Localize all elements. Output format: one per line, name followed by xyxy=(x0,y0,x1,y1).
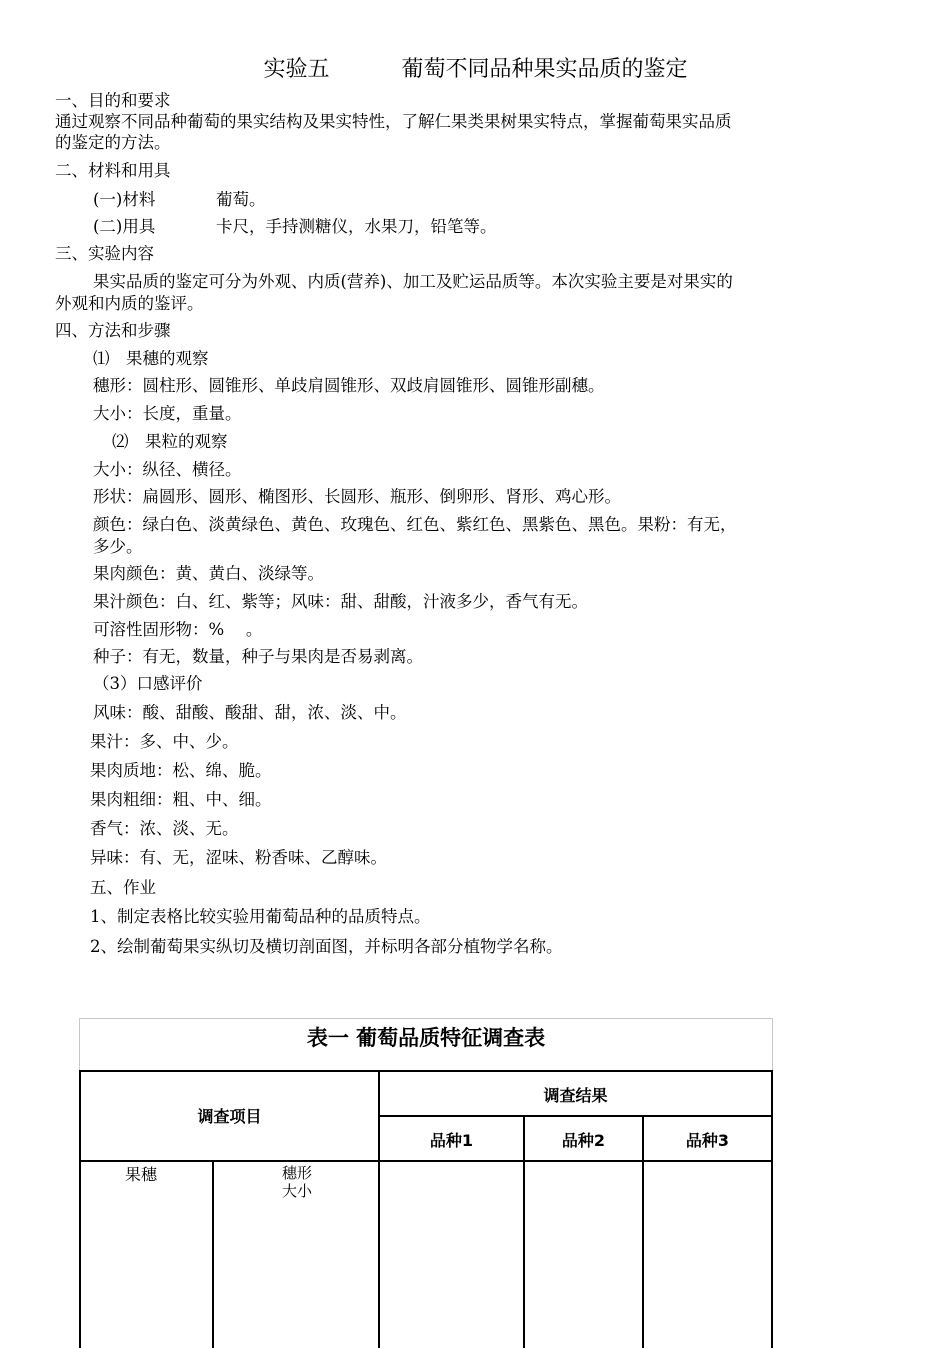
table-rule xyxy=(79,1160,773,1162)
berry-size-line: 大小：纵径、横径。 xyxy=(93,460,242,479)
section1-paragraph-line1: 通过观察不同品种葡萄的果实结构及果实特性，了解仁果类果树果实特点，掌握葡萄果实品质 xyxy=(55,112,732,131)
table-rule xyxy=(79,1070,773,1072)
table-rule xyxy=(379,1115,773,1117)
berry-shape-line: 形状：扁圆形、圆形、椭图形、长圆形、瓶形、倒卵形、肾形、鸡心形。 xyxy=(93,487,621,506)
title-text: 葡萄不同品种果实品质的鉴定 xyxy=(401,57,688,82)
section3-heading: 三、实验内容 xyxy=(55,244,154,263)
row-item-size: 大小 xyxy=(282,1182,313,1200)
sub-heading-berry: ⑵ 果粒的观察 xyxy=(112,432,228,451)
color-line1: 颜色：绿白色、淡黄绿色、黄色、玫瑰色、红色、紫红色、黑紫色、黑色。果粉：有无， xyxy=(93,515,737,534)
header-variety1: 品种1 xyxy=(429,1131,474,1150)
cluster-shape-line: 穗形：圆柱形、圆锥形、单歧肩圆锥形、双歧肩圆锥形、圆锥形副穗。 xyxy=(93,376,605,395)
flavor-line: 风味：酸、甜酸、酸甜、甜，浓、淡、中。 xyxy=(93,703,407,722)
juice-line: 果汁：多、中、少。 xyxy=(90,732,239,751)
page-title xyxy=(0,56,951,84)
table-rule xyxy=(771,1070,773,1348)
header-survey-results: 调查结果 xyxy=(543,1086,608,1105)
section3-paragraph-line1: 果实品质的鉴定可分为外观、内质(营养)、加工及贮运品质等。本次实验主要是对果实的 xyxy=(93,272,733,291)
row-category-cluster: 果穗 xyxy=(125,1165,158,1184)
texture-line: 果肉质地：松、绵、脆。 xyxy=(90,761,272,780)
title-prefix: 实验五 xyxy=(263,57,330,82)
materials-text: 葡萄。 xyxy=(216,190,266,209)
section1-paragraph-line2: 的鉴定的方法。 xyxy=(55,133,171,152)
off-flavor-line: 异味：有、无，涩味、粉香味、乙醇味。 xyxy=(90,848,387,867)
section1-heading: 一、目的和要求 xyxy=(55,91,171,110)
tools-label: (二)用具 xyxy=(93,217,156,236)
header-survey-items: 调查项目 xyxy=(197,1107,262,1126)
table-caption: 表一 葡萄品质特征调查表 xyxy=(306,1026,546,1050)
row-item-shape: 穗形 xyxy=(282,1164,313,1182)
table-rule xyxy=(378,1070,380,1348)
section2-heading: 二、材料和用具 xyxy=(55,161,171,180)
tools-text: 卡尺，手持测糖仪，水果刀，铅笔等。 xyxy=(216,217,497,236)
table-rule xyxy=(212,1160,214,1348)
soluble-solids-line: 可溶性固形物：% 。 xyxy=(93,620,263,639)
header-variety3: 品种3 xyxy=(685,1131,730,1150)
aroma-line: 香气：浓、淡、无。 xyxy=(90,819,239,838)
color-line2: 多少。 xyxy=(93,537,143,556)
cluster-size-line: 大小：长度，重量。 xyxy=(93,404,242,423)
coarseness-line: 果肉粗细：粗、中、细。 xyxy=(90,790,272,809)
sub-heading-taste: （3）口感评价 xyxy=(93,674,203,693)
section3-paragraph-line2: 外观和内质的鉴评。 xyxy=(55,294,204,313)
quality-survey-table xyxy=(79,1018,773,1348)
section5-heading: 五、作业 xyxy=(90,878,156,897)
task2-line: 2、绘制葡萄果实纵切及横切剖面图，并标明各部分植物学名称。 xyxy=(90,937,563,956)
flesh-color-line: 果肉颜色：黄、黄白、淡绿等。 xyxy=(93,564,324,583)
section4-heading: 四、方法和步骤 xyxy=(55,321,171,340)
header-variety2: 品种2 xyxy=(561,1131,606,1150)
seeds-line: 种子：有无，数量，种子与果肉是否易剥离。 xyxy=(93,647,423,666)
materials-label: (一)材料 xyxy=(93,190,156,209)
juice-color-line: 果汁颜色：白、红、紫等；风味：甜、甜酸，汁液多少，香气有无。 xyxy=(93,592,588,611)
task1-line: 1、制定表格比较实验用葡萄品种的品质特点。 xyxy=(90,907,431,926)
sub-heading-cluster: ⑴ 果穗的观察 xyxy=(93,349,209,368)
